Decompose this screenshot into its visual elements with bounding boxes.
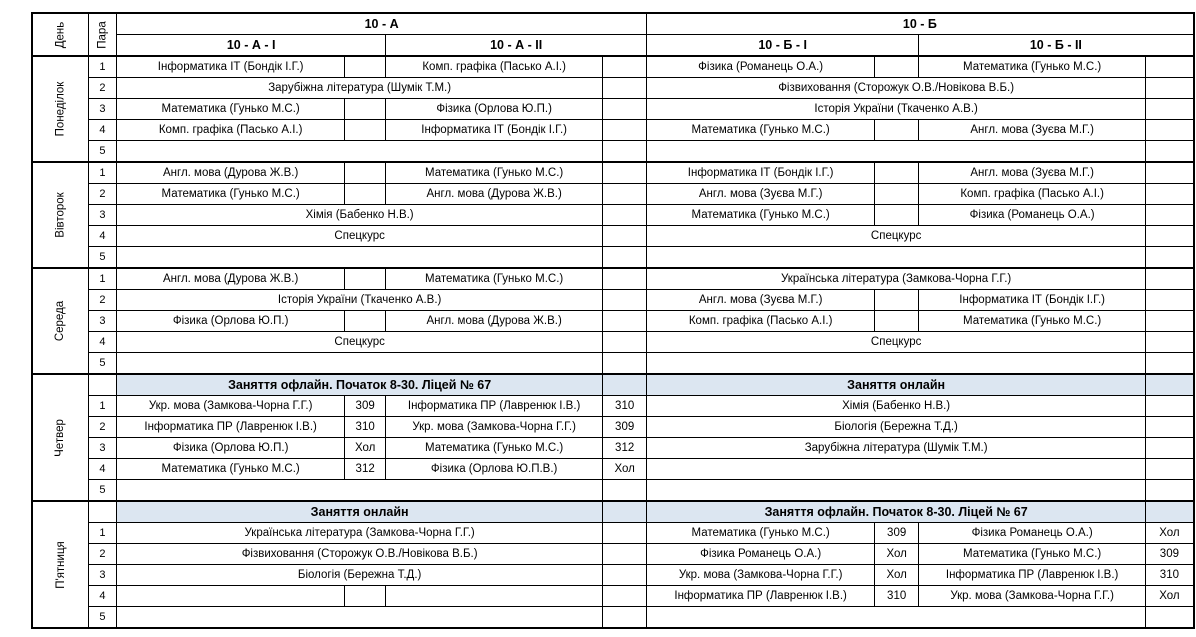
lesson-cell: Фізика (Орлова Ю.П.) (386, 99, 603, 120)
lesson-cell: Українська література (Замкова-Чорна Г.Г.) (647, 268, 1146, 290)
lesson-cell (603, 332, 647, 353)
lesson-cell: Укр. мова (Замкова-Чорна Г.Г.) (117, 396, 345, 417)
lesson-cell: Зарубіжна література (Шумік Т.М.) (647, 438, 1146, 459)
lesson-row (32, 141, 1194, 163)
lesson-cell: Комп. графіка (Пасько А.І.) (117, 120, 345, 141)
lesson-cell (1146, 417, 1194, 438)
lesson-cell: Укр. мова (Замкова-Чорна Г.Г.) (647, 565, 875, 586)
para-number: 4 (88, 332, 116, 353)
lesson-row (32, 565, 1194, 586)
lesson-cell: Фізика (Орлова Ю.П.В.) (386, 459, 603, 480)
para-number: 1 (88, 56, 116, 78)
lesson-cell (345, 120, 386, 141)
lesson-cell (603, 353, 647, 375)
group-10b-1-header: 10 - Б - І (647, 35, 919, 57)
lesson-cell (875, 184, 919, 205)
lesson-cell: Інформатика ІТ (Бондік І.Г.) (386, 120, 603, 141)
lesson-cell (875, 120, 919, 141)
lesson-cell: Англ. мова (Зуєва М.Г.) (647, 290, 875, 311)
lesson-cell (1146, 120, 1194, 141)
para-number: 2 (88, 184, 116, 205)
para-number: 5 (88, 607, 116, 629)
lesson-cell (1146, 141, 1194, 163)
lesson-cell: Математика (Гунько М.С.) (117, 99, 345, 120)
lesson-cell: Укр. мова (Замкова-Чорна Г.Г.) (386, 417, 603, 438)
lesson-cell: Математика (Гунько М.С.) (386, 438, 603, 459)
lesson-cell (603, 205, 647, 226)
lesson-cell (1146, 332, 1194, 353)
lesson-cell: Англ. мова (Зуєва М.Г.) (919, 120, 1146, 141)
lesson-cell: Фізвиховання (Сторожук О.В./Новікова В.Б.) (117, 544, 603, 565)
lesson-row (32, 78, 1194, 99)
lesson-row (32, 417, 1194, 438)
lesson-cell (117, 607, 603, 629)
lesson-cell (1146, 184, 1194, 205)
lesson-cell: Зарубіжна література (Шумік Т.М.) (117, 78, 603, 99)
lesson-cell (603, 184, 647, 205)
lesson-cell: Хол (345, 438, 386, 459)
lesson-cell: 309 (875, 523, 919, 544)
format-band-row (32, 374, 1194, 396)
lesson-cell: Інформатика ПР (Лавренюк І.В.) (647, 586, 875, 607)
para-number: 1 (88, 162, 116, 184)
lesson-row (32, 290, 1194, 311)
class-10a-header: 10 - А (117, 13, 647, 35)
lesson-cell: Хол (875, 544, 919, 565)
lesson-cell (1146, 205, 1194, 226)
lesson-cell: Інформатика ПР (Лавренюк І.В.) (117, 417, 345, 438)
lesson-cell: Англ. мова (Зуєва М.Г.) (919, 162, 1146, 184)
lesson-cell (117, 480, 603, 502)
day-label: Четвер (32, 374, 88, 501)
lesson-cell (603, 78, 647, 99)
lesson-cell (647, 141, 1146, 163)
para-number: 3 (88, 565, 116, 586)
lesson-cell: Математика (Гунько М.С.) (386, 268, 603, 290)
para-number: 4 (88, 120, 116, 141)
para-column-header: Пара (88, 13, 116, 56)
band-para-cell (88, 374, 116, 396)
lesson-cell (1146, 607, 1194, 629)
lesson-cell: Хімія (Бабенко Н.В.) (647, 396, 1146, 417)
lesson-cell (1146, 480, 1194, 502)
lesson-cell (603, 565, 647, 586)
lesson-cell: Інформатика ІТ (Бондік І.Г.) (919, 290, 1146, 311)
lesson-cell: Математика (Гунько М.С.) (647, 523, 875, 544)
lesson-cell (1146, 56, 1194, 78)
lesson-cell: Математика (Гунько М.С.) (117, 459, 345, 480)
para-number: 4 (88, 459, 116, 480)
lesson-cell (345, 268, 386, 290)
lesson-cell (1146, 99, 1194, 120)
lesson-cell (875, 162, 919, 184)
lesson-cell: Англ. мова (Дурова Ж.В.) (386, 184, 603, 205)
lesson-cell (117, 247, 603, 269)
lesson-cell: 309 (603, 417, 647, 438)
lesson-cell (603, 290, 647, 311)
lesson-cell: 309 (1146, 544, 1194, 565)
lesson-cell: Історія України (Ткаченко А.В.) (647, 99, 1146, 120)
day-label: Середа (32, 268, 88, 374)
lesson-cell: Інформатика ІТ (Бондік І.Г.) (647, 162, 875, 184)
lesson-cell (345, 56, 386, 78)
lesson-cell (603, 99, 647, 120)
header-row-groups (32, 35, 1194, 57)
schedule-body (32, 13, 1194, 628)
lesson-cell (603, 162, 647, 184)
para-number: 2 (88, 78, 116, 99)
band-room-10a (603, 501, 647, 523)
lesson-cell: Хол (1146, 523, 1194, 544)
lesson-cell: 310 (875, 586, 919, 607)
group-10b-2-header: 10 - Б - ІІ (919, 35, 1194, 57)
lesson-cell: Англ. мова (Дурова Ж.В.) (386, 311, 603, 332)
lesson-cell (603, 607, 647, 629)
para-number: 5 (88, 480, 116, 502)
band-room-10b (1146, 501, 1194, 523)
format-band-row (32, 501, 1194, 523)
band-label-10a: Заняття офлайн. Початок 8-30. Ліцей № 67 (117, 374, 603, 396)
lesson-cell (345, 162, 386, 184)
lesson-cell: Фізика (Орлова Ю.П.) (117, 438, 345, 459)
lesson-cell (117, 353, 603, 375)
lesson-cell (647, 247, 1146, 269)
lesson-cell (603, 120, 647, 141)
lesson-cell (1146, 353, 1194, 375)
lesson-cell (603, 56, 647, 78)
lesson-cell (1146, 438, 1194, 459)
lesson-cell (647, 459, 1146, 480)
lesson-cell: Фізика (Орлова Ю.П.) (117, 311, 345, 332)
schedule-table (31, 12, 1195, 629)
band-label-10a: Заняття онлайн (117, 501, 603, 523)
lesson-cell (603, 586, 647, 607)
lesson-row (32, 56, 1194, 78)
band-para-cell (88, 501, 116, 523)
lesson-cell (1146, 396, 1194, 417)
lesson-cell: Українська література (Замкова-Чорна Г.Г.) (117, 523, 603, 544)
lesson-cell (647, 353, 1146, 375)
day-column-header: День (32, 13, 88, 56)
lesson-row (32, 120, 1194, 141)
lesson-cell: Спецкурс (117, 332, 603, 353)
lesson-row (32, 586, 1194, 607)
lesson-cell: Англ. мова (Дурова Ж.В.) (117, 268, 345, 290)
lesson-cell: Інформатика ПР (Лавренюк І.В.) (386, 396, 603, 417)
lesson-cell: Комп. графіка (Пасько А.І.) (647, 311, 875, 332)
band-room-10a (603, 374, 647, 396)
lesson-cell (603, 544, 647, 565)
lesson-cell: Історія України (Ткаченко А.В.) (117, 290, 603, 311)
lesson-cell (345, 586, 386, 607)
lesson-cell: Математика (Гунько М.С.) (919, 56, 1146, 78)
lesson-cell (345, 311, 386, 332)
para-number: 5 (88, 353, 116, 375)
lesson-cell: Інформатика ІТ (Бондік І.Г.) (117, 56, 345, 78)
lesson-row (32, 523, 1194, 544)
group-10a-2-header: 10 - А - ІІ (386, 35, 647, 57)
lesson-cell (603, 311, 647, 332)
lesson-row (32, 268, 1194, 290)
group-10a-1-header: 10 - А - І (117, 35, 386, 57)
lesson-cell (117, 141, 603, 163)
para-number: 1 (88, 396, 116, 417)
lesson-cell (647, 480, 1146, 502)
lesson-row (32, 544, 1194, 565)
para-number: 1 (88, 523, 116, 544)
day-label: Понеділок (32, 56, 88, 162)
lesson-cell: Комп. графіка (Пасько А.І.) (386, 56, 603, 78)
para-number: 4 (88, 586, 116, 607)
para-number: 4 (88, 226, 116, 247)
para-number: 3 (88, 438, 116, 459)
lesson-cell (1146, 311, 1194, 332)
lesson-cell: Інформатика ПР (Лавренюк І.В.) (919, 565, 1146, 586)
lesson-row (32, 480, 1194, 502)
lesson-cell (386, 586, 603, 607)
lesson-row (32, 459, 1194, 480)
lesson-cell (603, 141, 647, 163)
lesson-row (32, 438, 1194, 459)
lesson-cell: 310 (603, 396, 647, 417)
lesson-cell (875, 205, 919, 226)
lesson-cell: Фізика (Романець О.А.) (919, 205, 1146, 226)
class-10b-header: 10 - Б (647, 13, 1194, 35)
lesson-cell: Укр. мова (Замкова-Чорна Г.Г.) (919, 586, 1146, 607)
para-number: 1 (88, 268, 116, 290)
lesson-cell: Фізика Романець О.А.) (647, 544, 875, 565)
lesson-cell: Фізика Романець О.А.) (919, 523, 1146, 544)
lesson-cell (1146, 78, 1194, 99)
day-label: Вівторок (32, 162, 88, 268)
para-number: 2 (88, 544, 116, 565)
lesson-row (32, 184, 1194, 205)
para-number: 3 (88, 311, 116, 332)
lesson-cell: Спецкурс (117, 226, 603, 247)
lesson-cell (603, 523, 647, 544)
lesson-row (32, 205, 1194, 226)
lesson-cell: Математика (Гунько М.С.) (647, 205, 875, 226)
lesson-cell: Хол (1146, 586, 1194, 607)
lesson-cell: Математика (Гунько М.С.) (647, 120, 875, 141)
lesson-cell (603, 268, 647, 290)
lesson-cell: Біологія (Бережна Т.Д.) (117, 565, 603, 586)
lesson-row (32, 332, 1194, 353)
para-number: 5 (88, 247, 116, 269)
lesson-cell (1146, 290, 1194, 311)
para-number: 5 (88, 141, 116, 163)
lesson-cell (647, 607, 1146, 629)
header-row-classes (32, 13, 1194, 35)
lesson-cell: Математика (Гунько М.С.) (386, 162, 603, 184)
day-label: П'ятниця (32, 501, 88, 628)
lesson-cell: 310 (345, 417, 386, 438)
lesson-cell (603, 247, 647, 269)
lesson-cell: Фізвиховання (Сторожук О.В./Новікова В.Б.) (647, 78, 1146, 99)
para-number: 3 (88, 99, 116, 120)
lesson-cell: 310 (1146, 565, 1194, 586)
band-label-10b: Заняття онлайн (647, 374, 1146, 396)
lesson-cell: Хол (603, 459, 647, 480)
lesson-cell (1146, 459, 1194, 480)
lesson-row (32, 247, 1194, 269)
lesson-cell: Математика (Гунько М.С.) (117, 184, 345, 205)
lesson-cell: Англ. мова (Зуєва М.Г.) (647, 184, 875, 205)
lesson-cell: Математика (Гунько М.С.) (919, 544, 1146, 565)
lesson-cell: Математика (Гунько М.С.) (919, 311, 1146, 332)
lesson-cell (875, 290, 919, 311)
para-number: 2 (88, 417, 116, 438)
band-label-10b: Заняття офлайн. Початок 8-30. Ліцей № 67 (647, 501, 1146, 523)
lesson-cell: Біологія (Бережна Т.Д.) (647, 417, 1146, 438)
lesson-row (32, 99, 1194, 120)
lesson-cell (1146, 162, 1194, 184)
lesson-row (32, 353, 1194, 375)
lesson-row (32, 607, 1194, 629)
lesson-cell (603, 480, 647, 502)
lesson-cell: Комп. графіка (Пасько А.І.) (919, 184, 1146, 205)
lesson-cell: Спецкурс (647, 226, 1146, 247)
lesson-row (32, 396, 1194, 417)
lesson-cell (345, 99, 386, 120)
lesson-cell: Спецкурс (647, 332, 1146, 353)
lesson-cell (603, 226, 647, 247)
lesson-cell (1146, 226, 1194, 247)
lesson-cell (875, 311, 919, 332)
lesson-row (32, 226, 1194, 247)
lesson-cell: Хімія (Бабенко Н.В.) (117, 205, 603, 226)
lesson-cell: Фізика (Романець О.А.) (647, 56, 875, 78)
lesson-row (32, 311, 1194, 332)
lesson-cell (1146, 268, 1194, 290)
lesson-cell: Англ. мова (Дурова Ж.В.) (117, 162, 345, 184)
lesson-cell (345, 184, 386, 205)
lesson-cell (1146, 247, 1194, 269)
lesson-row (32, 162, 1194, 184)
band-room-10b (1146, 374, 1194, 396)
lesson-cell: 309 (345, 396, 386, 417)
lesson-cell: 312 (345, 459, 386, 480)
lesson-cell: 312 (603, 438, 647, 459)
lesson-cell (117, 586, 345, 607)
para-number: 2 (88, 290, 116, 311)
lesson-cell: Хол (875, 565, 919, 586)
para-number: 3 (88, 205, 116, 226)
lesson-cell (875, 56, 919, 78)
